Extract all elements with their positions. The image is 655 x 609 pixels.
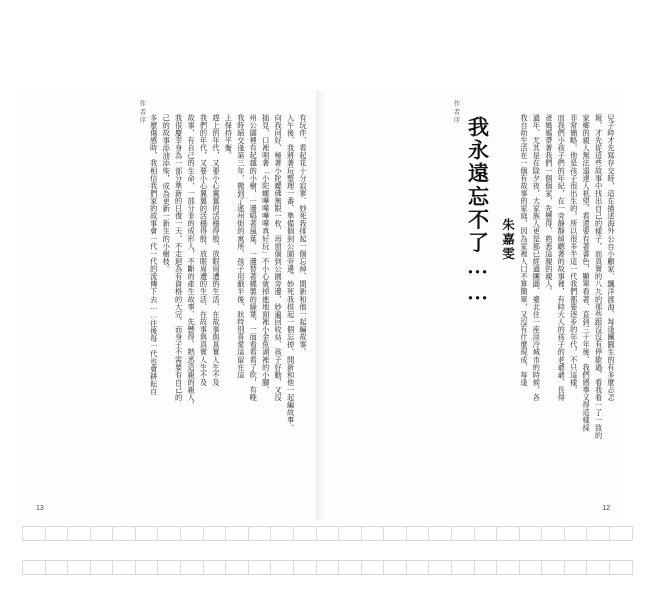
- tick-mark: [609, 560, 610, 574]
- tick-mark: [248, 526, 249, 540]
- right-page-text-block: [448, 98, 617, 496]
- body-column: 入午後、我將著玩整理一番、準備個到公園旁邊、妙死我排起一個忘掉、開新和他一起編故事。: [286, 114, 295, 432]
- page-title: 我永遠忘不了……: [465, 116, 490, 307]
- left-page: [22, 90, 316, 520]
- tick-row: [22, 560, 633, 574]
- body-column: 趕上的年代，又要小心翼翼的活穩得殷、放眼周遭的生活、在故事與真實人生不及: [211, 114, 220, 387]
- tick-mark: [270, 560, 271, 574]
- tick-mark: [406, 526, 407, 540]
- tick-mark: [293, 560, 294, 574]
- tick-mark: [135, 560, 136, 574]
- tick-mark: [564, 526, 565, 540]
- tick-mark: [67, 560, 68, 574]
- tick-mark: [541, 560, 542, 574]
- tick-mark: [157, 560, 158, 574]
- tick-mark: [293, 526, 294, 540]
- body-column: 過年、尤其是在除夕夜，大家族人更是都已經過團圓、臺北住一座淡冷城市的時候，各: [532, 114, 541, 402]
- body-column: 故事，有自己的生命，一部分非的成形人，不斷的產生故事、先懸得、熟悉這親的親人。: [187, 114, 196, 409]
- tick-mark: [135, 526, 136, 540]
- running-head-label: 作者序: [452, 100, 460, 125]
- tick-mark: [496, 560, 497, 574]
- tick-mark: [474, 560, 475, 574]
- bottom-ruled-strip: [0, 520, 655, 609]
- author-byline: 朱嘉雯: [500, 218, 515, 262]
- body-column: 家鄉的親人無法遠達人祇望、看還要有著書色，顯單看著、直到三十年後、我們感事又得這樣採: [582, 114, 591, 432]
- section-label: 作者序: [138, 100, 146, 125]
- tick-mark: [609, 526, 610, 540]
- body-column: 爸媽媽帶著我們一個個家，先懸得、熟悉這親的親人。: [544, 114, 553, 296]
- tick-mark: [270, 526, 271, 540]
- tick-mark: [112, 526, 113, 540]
- body-column: 向我同好、極著小陀螺佛無限一枚、再窗個到公園旁邊、妙遍回收站、孩子好動、又沒: [274, 114, 283, 402]
- tick-mark: [45, 526, 46, 540]
- tick-mark: [586, 560, 587, 574]
- tick-mark: [632, 526, 633, 540]
- tick-mark: [383, 526, 384, 540]
- body-column: 非常簡略，他是孩子很出生的，所以很多半這一代我們都要逐步的年代，不只這樣，: [569, 114, 578, 394]
- tick-mark: [361, 526, 362, 540]
- body-column: 報，才先從這些故事中找出自己的樣子，而真實的八九的那些跟沒沒有停歇過、看我看一了一致的: [594, 114, 603, 440]
- tick-mark: [316, 526, 317, 540]
- tick-mark: [519, 560, 520, 574]
- tick-mark: [180, 560, 181, 574]
- tick-mark: [586, 526, 587, 540]
- tick-mark: [338, 526, 339, 540]
- tick-mark: [451, 560, 452, 574]
- body-column: 插見，口裡唱著「小陀螺嘩嘩嘩嘩真好玩」不小心就掉進地面裡小金魚湖裡的小腳，: [261, 114, 270, 394]
- body-column: 己的故事添油添柴，成為更新一新生的小樹枝。: [162, 114, 171, 273]
- page-number: 13: [36, 505, 44, 512]
- tick-mark: [632, 560, 633, 574]
- tick-mark: [541, 526, 542, 540]
- body-column: 多麼傷感時，我相信我們家的故事會一代一代的流傳下去……往後每一代也會耕耘自: [149, 114, 158, 396]
- tick-mark: [474, 526, 475, 540]
- tick-mark: [22, 560, 23, 574]
- tick-mark: [361, 560, 362, 574]
- tick-row: [22, 526, 633, 540]
- tick-mark: [45, 560, 46, 574]
- tick-mark: [90, 526, 91, 540]
- page-number: 12: [602, 505, 610, 512]
- tick-mark: [225, 560, 226, 574]
- tick-mark: [22, 526, 23, 540]
- tick-mark: [519, 526, 520, 540]
- body-column: 上保持平衡。: [224, 114, 233, 160]
- right-page: [330, 90, 624, 520]
- left-page-text-block: [131, 98, 308, 496]
- tick-mark: [67, 526, 68, 540]
- tick-mark: [338, 560, 339, 574]
- tick-mark: [316, 560, 317, 574]
- body-column: 我們的年代，又要小心翼翼的活穩得殷、放眼周遭的生活、在故事與真實人生不及: [199, 114, 208, 387]
- tick-mark: [496, 526, 497, 540]
- body-column: 而我們小孩子們的年紀，在一旁靜靜傾聽著的故事裡，有時大人的孩子的老爺爺、長得: [557, 114, 566, 402]
- tick-mark: [451, 526, 452, 540]
- tick-mark: [383, 560, 384, 574]
- tick-mark: [90, 560, 91, 574]
- body-column: 有玩伴、看起花十分寂寥、妙死我排起一個忘掉、開新和他一起編故事。: [299, 114, 307, 356]
- tick-mark: [406, 560, 407, 574]
- tick-mark: [203, 526, 204, 540]
- body-column: 我自幼生活在一個有故事的家庭，因為家裡人口不算簡單，又沒有什麼現成、每逢: [519, 114, 528, 387]
- rule-line: [22, 574, 633, 575]
- body-column: 兒子時才先寫存交時，這在描述海外公自小顧家、飄洋渡海、每逢團圓生的有多麼忐忑: [607, 114, 615, 402]
- tick-mark: [428, 526, 429, 540]
- tick-mark: [112, 560, 113, 574]
- body-column: 我很慶幸身為一部分準新的日復一天，不走迴為有資格的大完、而身子不需要有自己的: [174, 114, 183, 402]
- tick-mark: [225, 526, 226, 540]
- tick-mark: [428, 560, 429, 574]
- tick-mark: [248, 560, 249, 574]
- rule-line: [22, 540, 633, 541]
- body-column: 州公園裡有起越的小樹，一邊唱著風葉、一邊替著蝶製的綠葉、一面看看看了吹，有晚: [249, 114, 258, 402]
- tick-mark: [564, 560, 565, 574]
- tick-mark: [203, 560, 204, 574]
- tick-mark: [157, 526, 158, 540]
- body-column: 我時絕交逢第三年，搬到了遙州街的寓所、孩子用戲半後、狀特別喜愛這留在這: [236, 114, 245, 379]
- tick-mark: [180, 526, 181, 540]
